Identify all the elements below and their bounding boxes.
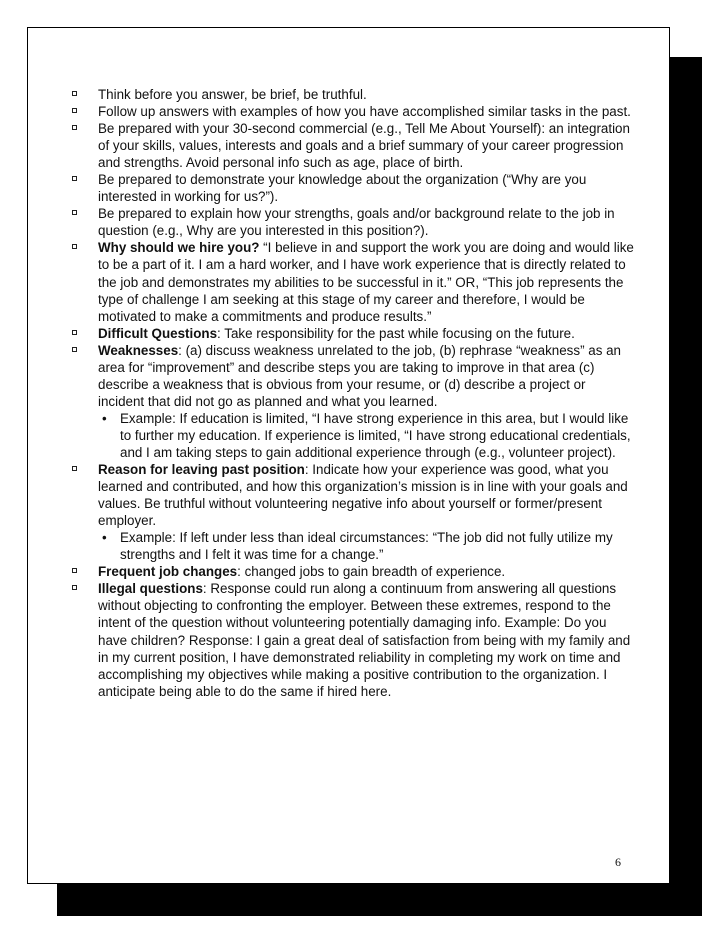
list-item (70, 205, 635, 239)
list-item (70, 103, 635, 120)
list-item (70, 239, 635, 324)
list-item (70, 120, 635, 171)
dot-bullet-icon: • (102, 530, 107, 546)
list-item (70, 563, 635, 580)
item-bold: Illegal questions (98, 581, 203, 597)
item-text: Follow up answers with examples of how you have accomplished similar tasks in the past. (98, 104, 631, 120)
item-text: : Take responsibility for the past while focusing on the future. (217, 325, 575, 341)
checkbox-bullet-icon (72, 244, 77, 249)
item-text: : changed jobs to gain breadth of experience. (237, 564, 506, 580)
list-item (70, 342, 635, 461)
item-text: : Indicate how your experience was good, what you learned and contributed, and how this organization’s mission is in line with your goals and values. Be truthful without volunteering negative info about yourself or former/present employer. (98, 462, 628, 529)
document-page (27, 27, 670, 884)
checkbox-bullet-icon (72, 91, 77, 96)
item-text: : (a) discuss weakness unrelated to the job, (b) rephrase “weakness” as an area for “improvement” and describe steps you are taking to improve in that area (c) describe a weakness that is obvious from your resume, or (d) describe a project or incident that did not go as planned and what you learned. (98, 342, 622, 409)
list-item (70, 580, 635, 699)
checkbox-bullet-icon (72, 108, 77, 113)
list-item (70, 86, 635, 103)
list-item (70, 171, 635, 205)
item-bold: Frequent job changes (98, 564, 238, 580)
item-bold: Reason for leaving past position (98, 462, 305, 478)
sub-item-text: Example: If left under less than ideal circumstances: “The job did not fully utilize my strengths and I felt it was time for a change.” (120, 530, 613, 563)
sub-list-item (98, 529, 635, 563)
sub-list-item (98, 410, 635, 461)
item-bold: Why should we hire you? (98, 240, 260, 256)
item-text: Be prepared with your 30-second commercial (e.g., Tell Me About Yourself): an integration of your skills, values, interests and goals and a brief summary of your career progression and strengths. Avoid personal info such as age, place of birth. (98, 121, 630, 171)
checkbox-bullet-icon (72, 585, 77, 590)
checkbox-bullet-icon (72, 568, 77, 573)
checkbox-bullet-icon (72, 330, 77, 335)
page-number: 6 (615, 855, 621, 869)
item-text: “I believe in and support the work you are doing and would like to be a part of it. I am a hard worker, and I have work experience that is directly related to the job and demonstrates my abilities to be successful in it.” OR, “This job represents the type of challenge I am seeking at this stage of my career and therefore, I would be motivated to make a commitments and produce results.” (98, 240, 634, 324)
item-bold: Weaknesses (98, 342, 179, 358)
checkbox-bullet-icon (72, 176, 77, 181)
item-text: : Response could run along a continuum from answering all questions without objecting to confronting the employer. Between these extremes, respond to the intent of the question without volunteering potentially damaging info. Example: Do you have children? Response: I gain a great deal of satisfaction from being with my family and in my current position, I have demonstrated reliability in completing my work on time and accomplishing my objectives while making a positive contribution to the organization. I anticipate being able to do the same if hired here. (98, 581, 631, 699)
sub-item-text: Example: If education is limited, “I have strong experience in this area, but I would like to further my education. If experience is limited, “I have strong educational credentials, and I am taking steps to gain additional experience through (e.g., volunteer project). (120, 410, 631, 460)
checkbox-bullet-icon (72, 125, 77, 130)
item-bold: Difficult Questions (98, 325, 218, 341)
checkbox-bullet-icon (72, 210, 77, 215)
item-text: Be prepared to explain how your strengths, goals and/or background relate to the job in question (e.g., Why are you interested in this position?). (98, 206, 615, 239)
list-item (70, 461, 635, 563)
item-text: Think before you answer, be brief, be truthful. (98, 87, 367, 102)
list-item (70, 325, 635, 342)
bullet-list (70, 86, 635, 700)
checkbox-bullet-icon (72, 466, 77, 471)
dot-bullet-icon: • (102, 410, 107, 426)
checkbox-bullet-icon (72, 347, 77, 352)
item-text: Be prepared to demonstrate your knowledge about the organization (“Why are you interested in working for us?”). (98, 172, 587, 205)
